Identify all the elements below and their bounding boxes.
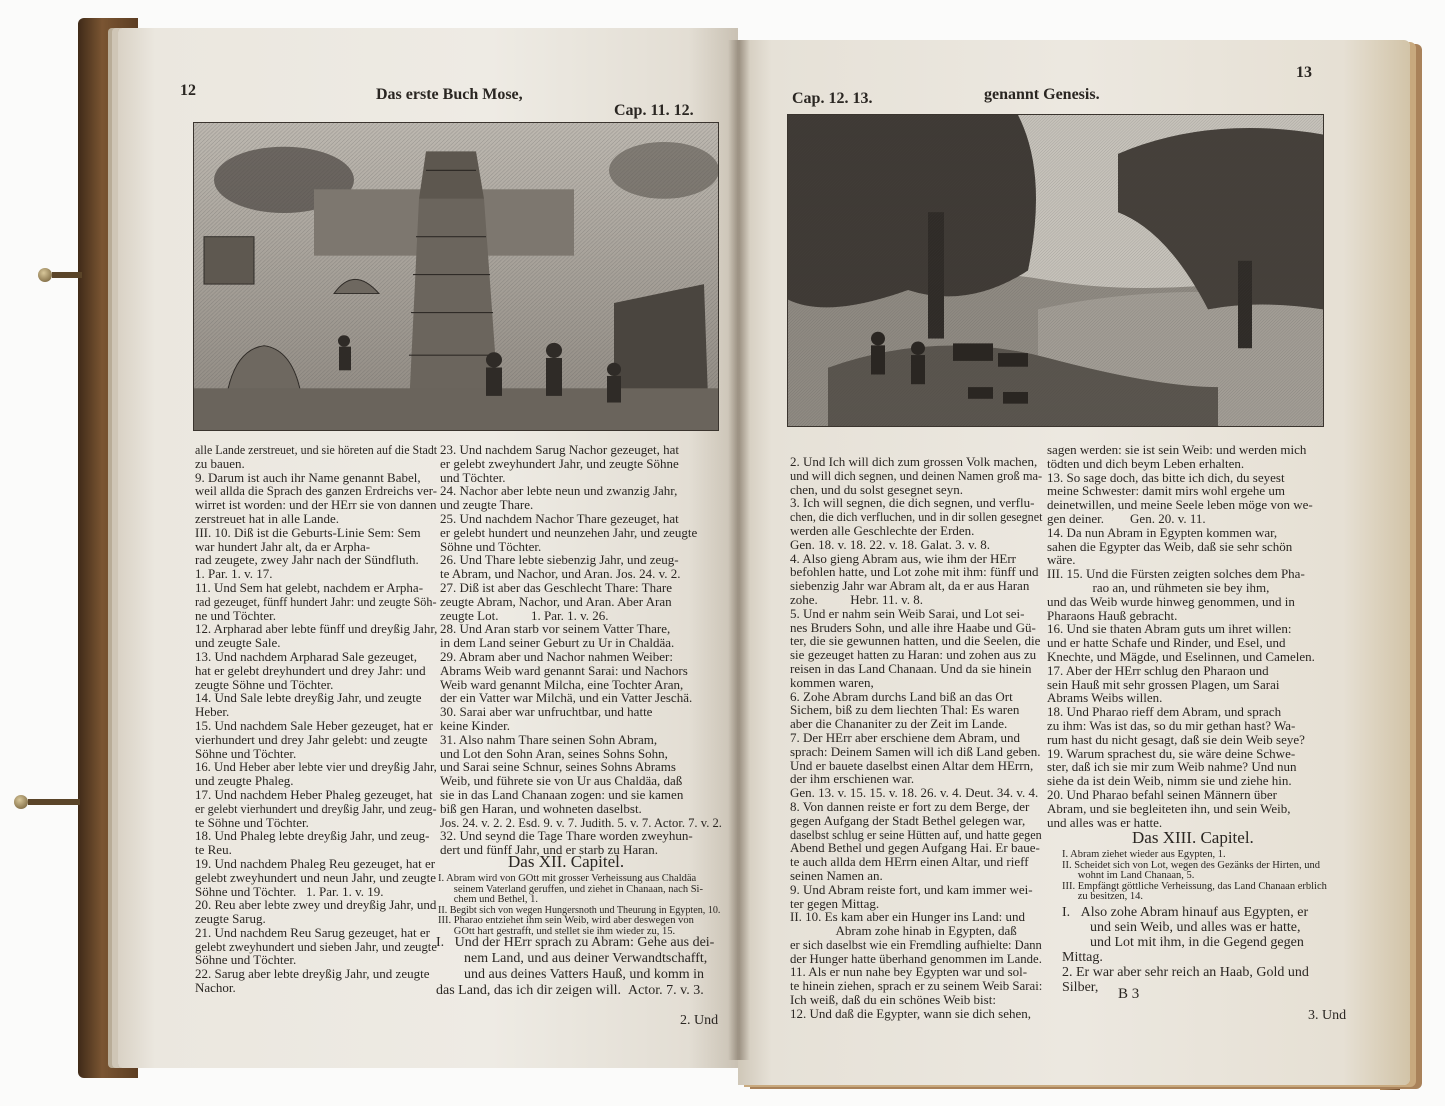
text-line: I. Abram ziehet wieder aus Egypten, 1. [1062, 849, 1226, 860]
catchword: 2. Und [680, 1013, 719, 1028]
text-line: zu bauen. [195, 455, 245, 471]
text-line: I. Und der HErr sprach zu Abram: Gehe aus dei- [436, 935, 715, 950]
text-line: 3. Ich will segnen, die dich segnen, und verflu- [790, 495, 1035, 511]
text-line: ter, die sie gewunnen hatten, und die Seelen, die [790, 633, 1041, 649]
text-line: seinem Vaterland geruffen, und ziehet in Chanaan, nach Si- [438, 883, 703, 895]
text-line: Gen. 13. v. 15. 15. v. 18. 26. v. 4. Deut. 34. v. 4. [790, 785, 1039, 801]
tower-of-babel-engraving [193, 122, 719, 431]
text-line: 9. Und Abram reiste fort, und kam immer wei- [790, 881, 1033, 897]
clasp-stud-icon [38, 268, 52, 282]
text-line: gegen Aufgang der Stadt Bethel gelegen war, [790, 812, 1026, 828]
text-line: Weib ward genannt Milcha, eine Tochter Aran, [440, 676, 684, 692]
text-line: 19. Warum sprachest du, sie wäre deine Schwe- [1047, 745, 1296, 761]
text-line: 11. Und Sem hat gelebt, nachdem er Arpha- [195, 579, 424, 595]
text-line: sie in das Land Chanaan zogen: und sie kamen [440, 786, 684, 802]
text-line: hat er gelebt dreyhundert und drey Jahr: und [195, 662, 426, 678]
text-line: er gelebt hundert und neunzehen Jahr, und zeugte [440, 524, 698, 540]
text-line: wirret ist worden: und der HErr sie von dannen [195, 497, 437, 513]
text-line: III. Pharao entziehet ihm sein Weib, wird aber deswegen von [438, 915, 694, 927]
text-line: vierhundert und drey Jahr gelebt: und zeugte [195, 731, 428, 747]
text-line: und Lot mit ihm, in die Gegend gegen [1062, 935, 1304, 950]
text-line: sagen werden: sie ist sein Weib: und werden mich [1047, 442, 1307, 457]
text-line: Pharaons Hauß gebracht. [1047, 607, 1178, 623]
text-line: und sein Weib, und alles was er hatte, [1062, 920, 1301, 935]
text-line: und Sarai seine Schnur, seines Sohns Abrams [440, 759, 676, 775]
text-line: der Hunger hatte überhand genommen im Lande. [790, 950, 1042, 966]
running-title: Das erste Buch Mose, [376, 86, 523, 103]
chapter-ref: Cap. 11. 12. [614, 102, 694, 119]
page-number: 12 [180, 82, 196, 99]
text-line: rao an, und rühmeten sie bey ihm, [1047, 579, 1270, 595]
text-line: zu ihm: Was ist das, so du mir gethan hast? Wa- [1047, 717, 1296, 733]
text-line: ter gegen Mittag. [790, 895, 880, 911]
text-line: und zeugte Thare. [440, 497, 534, 513]
text-line: der ein Vatter war Milchä, und ein Vatter Jeschä. [440, 690, 693, 706]
text-line: te auch allda dem HErrn einen Altar, und rieff [790, 854, 1029, 870]
text-line: 22. Sarug aber lebte dreyßig Jahr, und zeugte [195, 966, 430, 982]
text-line: 2. Und Ich will dich zum grossen Volk machen, [790, 454, 1038, 469]
text-line: 18. Und Pharao rieff dem Abram, und sprach [1047, 704, 1282, 720]
running-title: genannt Genesis. [984, 86, 1100, 103]
text-line: 8. Von dannen reiste er fort zu dem Berge, der [790, 798, 1030, 814]
text-line: zeugte Abram, Nachor, und Aran. Aber Aran [440, 593, 672, 609]
text-line: das Land, das ich dir zeigen will. Actor. 7. v. 3. [436, 983, 704, 998]
text-line: Knechte, und Mägde, und Eselinnen, und Camelen. [1047, 648, 1315, 664]
text-line: III. 15. Und die Fürsten zeigten solches dem Pha- [1047, 566, 1305, 582]
chapter-summary [438, 874, 720, 938]
signature-mark: B 3 [1118, 986, 1140, 1002]
text-line: II. 10. Es kam aber ein Hunger ins Land: und [790, 909, 1026, 925]
text-line: 20. Und Pharao befahl seinen Männern über [1047, 786, 1277, 802]
text-line: er gelebt vierhundert und dreyßig Jahr, und zeug- [195, 800, 437, 816]
text-line: 14. Und Sale lebte dreyßig Jahr, und zeugte [195, 690, 422, 706]
text-line: 17. Und nachdem Heber Phaleg gezeuget, hat [195, 786, 433, 802]
text-line: 18. Und Phaleg lebte dreyßig Jahr, und zeug- [195, 828, 430, 844]
text-line: und aus deines Vatters Hauß, und komm in [436, 967, 705, 982]
text-line: tödten und dich beym Leben erhalten. [1047, 455, 1245, 471]
text-line: chen, und du solst gesegnet seyn. [790, 481, 963, 497]
text-line: 31. Also nahm Thare seinen Sohn Abram, [440, 731, 658, 747]
text-line: 28. Und Aran starb vor seinem Vatter Thare, [440, 621, 671, 637]
text-line: I. Also zohe Abram hinauf aus Egypten, er [1062, 905, 1309, 920]
text-line: siehe da ist dein Weib, nimm sie und ziehe hin. [1047, 773, 1292, 789]
text-line: seinen Namen an. [790, 867, 883, 883]
text-line: I. Abram wird von GOtt mit grosser Verheissung aus Chaldäa [438, 873, 697, 884]
left-column-2 [440, 443, 722, 857]
text-line: aber die Chananiter zu der Zeit im Lande. [790, 716, 1008, 732]
text-line: II. Begibt sich von wegen Hungersnoth und Theurung in Egypten, 10. [438, 904, 721, 916]
text-line: 5. Und er nahm sein Weib Sarai, und Lot sei- [790, 605, 1025, 621]
text-line: 16. Und Heber aber lebte vier und dreyßig Jahr, [195, 759, 437, 775]
text-line: te Söhne und Töchter. [195, 814, 309, 830]
text-line: und zeugte Phaleg. [195, 773, 294, 789]
text-line: rad gezeuget, fünff hundert Jahr: und zeugte Söh- [195, 593, 437, 609]
text-line: meine Schwester: damit mirs wohl ergehe um [1047, 483, 1286, 499]
text-line: gelebt zweyhundert und neun Jahr, und zeugte [195, 869, 436, 885]
text-line: 13. Und nachdem Arpharad Sale gezeuget, [195, 648, 418, 664]
text-line: 9. Darum ist auch ihr Name genannt Babel, [195, 469, 421, 485]
text-line: Silber, [1062, 980, 1099, 995]
text-line: und zeugte Sale. [195, 635, 281, 651]
text-line: zohe. Hebr. 11. v. 8. [790, 591, 923, 607]
text-line: dert und fünff Jahr, und er starb zu Haran. [440, 842, 658, 858]
text-line: 13. So sage doch, das bitte ich dich, du seyest [1047, 469, 1285, 485]
text-line: rum hast du nicht gesagt, daß sie dein Weib seye? [1047, 731, 1305, 747]
text-line: der ihm erschienen war. [790, 771, 915, 787]
text-line: zeugte Sarug. [195, 911, 266, 927]
text-line: 12. Arpharad aber lebte fünff und dreyßig Jahr, [195, 621, 438, 637]
page-number: 13 [1296, 64, 1312, 81]
text-line: 23. Und nachdem Sarug Nachor gezeuget, hat [440, 442, 679, 457]
text-line: war hundert Jahr alt, da er Arpha- [195, 538, 371, 554]
text-line: Söhne und Töchter. [195, 952, 297, 968]
text-line: sprach: Deinem Samen will ich diß Land geben. [790, 743, 1041, 759]
chapter-body [436, 935, 721, 999]
chapter-heading-xii: Das XII. Capitel. [508, 852, 625, 871]
text-line: 32. Und seynd die Tage Thare worden zweyhun- [440, 828, 693, 844]
text-line: biß gen Haran, und wohneten daselbst. [440, 800, 642, 816]
text-line: Söhne und Töchter. [195, 745, 297, 761]
clasp-pin [28, 799, 80, 805]
text-line: 21. Und nachdem Reu Sarug gezeuget, hat er [195, 924, 431, 940]
text-line: keine Kinder. [440, 717, 511, 733]
text-line: und alles was er hatte. [1047, 814, 1163, 830]
text-line: sie gezeuget hatten zu Haran: und zohen aus zu [790, 647, 1037, 663]
text-line: sahen die Egypter das Weib, daß sie sehr schön [1047, 538, 1293, 554]
text-line: 20. Reu aber lebte zwey und dreyßig Jahr, und [195, 897, 437, 913]
catchword: 3. Und [1308, 1008, 1347, 1023]
text-line: nem Land, und aus deiner Verwandtschafft, [436, 951, 708, 966]
text-line: ne und Töchter. [195, 607, 276, 623]
text-line: te Abram, und Nachor, und Aran. Jos. 24. v. 2. [440, 566, 681, 582]
left-column-1 [195, 443, 437, 995]
text-line: 16. Und sie thaten Abram guts um ihret willen: [1047, 621, 1292, 637]
text-line: Mittag. [1062, 950, 1103, 965]
text-line: 1. Par. 1. v. 17. [195, 566, 273, 582]
text-line: 14. Da nun Abram in Egypten kommen war, [1047, 524, 1278, 540]
text-line: Gen. 18. v. 18. 22. v. 18. Galat. 3. v. 8. [790, 536, 991, 552]
abram-journey-landscape-engraving [787, 114, 1324, 427]
text-line: gen deiner. Gen. 20. v. 11. [1047, 510, 1206, 526]
text-line: 2. Er war aber sehr reich an Haab, Gold und [1062, 965, 1309, 980]
chapter-heading-xiii: Das XIII. Capitel. [1132, 828, 1254, 847]
text-line: 4. Also gieng Abram aus, wie ihm der HErr [790, 550, 1017, 566]
text-line: 29. Abram aber und Nachor nahmen Weiber: [440, 648, 673, 664]
text-line: zeugte Söhne und Töchter. [195, 676, 334, 692]
text-line: befohlen hatte, und Lot zohe mit ihm: fünff und [790, 564, 1039, 580]
text-line: 26. Und Thare lebte siebenzig Jahr, und zeug- [440, 552, 679, 568]
text-line: zerstreuet hat in alle Lande. [195, 510, 340, 526]
text-line: Abend Bethel und gegen Aufgang Hai. Er baue- [790, 840, 1040, 856]
text-line: zu besitzen, 14. [1062, 891, 1144, 903]
text-line: er sich daselbst wie ein Fremdling aufhielte: Dann [790, 936, 1042, 952]
text-line: Sichem, biß zu dem liechten Thal: Es waren [790, 702, 1020, 718]
text-line: Abrams Weib ward genannt Sarai: und Nachors [440, 662, 688, 678]
text-line: wäre. [1047, 552, 1076, 568]
text-line: Söhne und Töchter. [440, 538, 542, 554]
text-line: 15. Und nachdem Sale Heber gezeuget, hat er [195, 717, 433, 733]
text-line: 19. Und nachdem Phaleg Reu gezeuget, hat er [195, 855, 436, 871]
text-line: werden alle Geschlechte der Erden. [790, 522, 975, 538]
text-line: und das Weib wurde hinweg genommen, und in [1047, 593, 1295, 609]
text-line: und er hatte Schafe und Rinder, und Esel, und [1047, 635, 1286, 651]
text-line: 7. Der HErr aber erschiene dem Abram, und [790, 729, 1020, 745]
text-line: alle Lande zerstreuet, und sie höreten auf die Stadt [195, 442, 438, 457]
text-line: er gelebt zweyhundert Jahr, und zeugte Söhne [440, 455, 679, 471]
text-line: und will dich segnen, und deinen Namen groß ma- [790, 467, 1043, 483]
text-line: III. Empfängt göttliche Verheissung, das Land Chanaan erblich [1062, 880, 1327, 892]
text-line: Heber. [195, 704, 230, 720]
text-line: Weib, und führete sie von Ur aus Chaldäa, daß [440, 773, 683, 789]
text-line: Ich weiß, daß du ein schönes Weib bist: [790, 992, 996, 1008]
text-line: 27. Diß ist aber das Geschlecht Thare: Thare [440, 579, 672, 595]
text-line: Nachor. [195, 980, 236, 996]
clasp-pin [52, 272, 82, 278]
text-line: und Töchter. [440, 469, 506, 485]
text-line: in dem Land seiner Geburt zu Ur in Chaldäa. [440, 635, 675, 651]
text-line: 24. Nachor aber lebte neun und zwanzig Jahr, [440, 483, 678, 499]
text-line: 30. Sarai aber war unfruchtbar, und hatte [440, 704, 653, 720]
text-line: GOtt hart gestrafft, und stellet sie ihm wieder zu, 15. [438, 925, 676, 937]
text-line: nes Bruders Sohn, und alle ihre Haabe und Gü- [790, 619, 1036, 635]
text-line: sein Hauß mit sehr grossen Plagen, um Sarai [1047, 676, 1280, 692]
text-line: Abram, und sie begleiteten ihn, und sein Weib, [1047, 800, 1291, 816]
text-line: rad zeugete, zwey Jahr nach der Sündfluth. [195, 552, 419, 568]
text-line: 6. Zohe Abram durchs Land biß an das Ort [790, 688, 1013, 704]
text-line: und Lot den Sohn Aran, seines Sohns Sohn, [440, 745, 668, 761]
text-line: te Reu. [195, 842, 232, 858]
text-line: Abram zohe hinab in Egypten, daß [790, 923, 1017, 939]
text-line: wohnt im Land Chanaan, 5. [1062, 870, 1195, 882]
text-line: Jos. 24. v. 2. 2. Esd. 9. v. 7. Judith. 5. v. 7. Actor. 7. v. 2. [440, 814, 722, 830]
text-line: te hinein ziehen, sprach er zu seinem Weib Sarai: [790, 978, 1043, 994]
text-line: 12. Und daß die Egypter, wann sie dich sehen, [790, 1005, 1032, 1021]
text-line: kommen waren, [790, 674, 874, 690]
text-line: II. Scheidet sich von Lot, wegen des Gezänks der Hirten, und [1062, 859, 1321, 871]
text-line: chen, die dich verfluchen, und in dir sollen gesegnet [790, 509, 1043, 525]
clasp-stud-icon [14, 795, 28, 809]
text-line: 11. Als er nun nahe bey Egypten war und sol- [790, 964, 1028, 980]
book-gutter [728, 40, 750, 1060]
right-column-1 [790, 455, 1042, 1021]
chapter-ref: Cap. 12. 13. [792, 90, 873, 107]
chapter-body [1062, 905, 1362, 995]
text-line: 17. Aber der HErr schlug den Pharaon und [1047, 662, 1269, 678]
text-line: weil allda die Sprach des ganzen Erdreichs ver- [195, 483, 437, 499]
text-line: Abrams Weibs willen. [1047, 690, 1163, 706]
text-line: deinetwillen, und meine Seele leben möge von we- [1047, 497, 1313, 513]
text-line: siebenzig Jahr war Abram alt, da er aus Haran [790, 578, 1030, 594]
text-line: gelebt zweyhundert und sieben Jahr, und zeugte [195, 938, 437, 954]
text-line: reisen in das Land Chanaan. Und da sie hinein [790, 660, 1032, 676]
text-line: Söhne und Töchter. 1. Par. 1. v. 19. [195, 883, 384, 899]
text-line: daselbst schlug er seine Hütten auf, und hatte gegen [790, 826, 1042, 842]
text-line: chem und Bethel, 1. [438, 894, 539, 906]
chapter-summary [1062, 850, 1362, 903]
text-line: ster, daß ich sie mir zum Weib nahme? Und nun [1047, 759, 1297, 775]
text-line: 25. Und nachdem Nachor Thare gezeuget, hat [440, 510, 679, 526]
text-line: Und er bauete daselbst einen Altar dem HErrn, [790, 757, 1034, 773]
text-line: zeugte Lot. 1. Par. 1. v. 26. [440, 607, 609, 623]
right-column-2 [1047, 443, 1360, 829]
text-line: III. 10. Diß ist die Geburts-Linie Sem: Sem [195, 524, 421, 540]
